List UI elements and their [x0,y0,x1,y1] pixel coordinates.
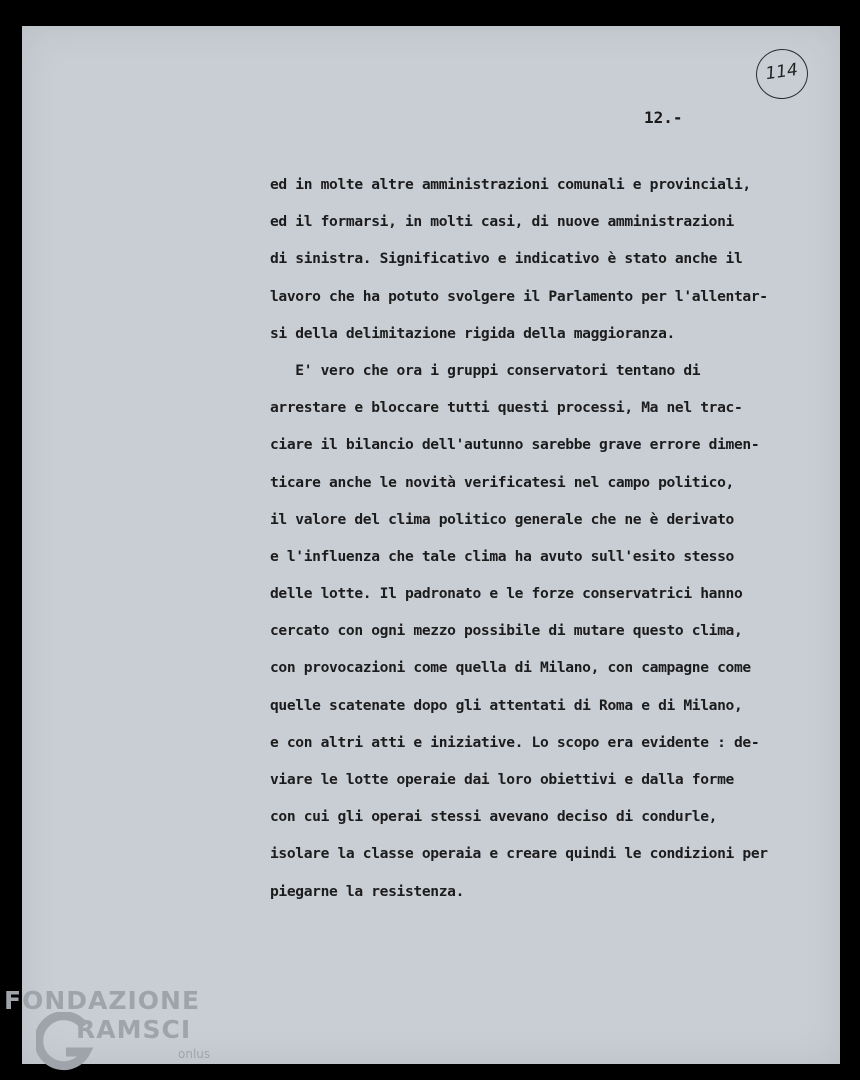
text-line: ticare anche le novità verificatesi nel campo politico, [270,473,734,491]
text-line: isolare la classe operaia e creare quindi le condizioni per [270,845,768,863]
text-line: ciare il bilancio dell'autunno sarebbe grave errore dimen- [270,436,760,454]
annotation-text: 114 [764,59,800,85]
text-line: lavoro che ha potuto svolgere il Parlamento per l'allentar- [270,287,768,305]
text-line: delle lotte. Il padronato e le forze conservatrici hanno [270,585,743,603]
text-line: ed il formarsi, in molti casi, di nuove amministrazioni [270,213,734,231]
text-line: e con altri atti e iniziative. Lo scopo era evidente : de- [270,733,760,751]
text-line: con cui gli operai stessi avevano deciso di condurle, [270,808,718,826]
text-line: viare le lotte operaie dai loro obiettivi e dalla forme [270,771,734,788]
logo-line2: RAMSCI [76,1015,192,1044]
text-line: si della delimitazione rigida della maggioranza. [270,324,675,342]
text-line: arrestare e bloccare tutti questi processi, Ma nel trac- [270,399,743,417]
text-line: cercato con ogni mezzo possibile di mutare questo clima, [270,622,743,640]
typed-body-text [270,170,840,914]
text-line: E' vero che ora i gruppi conservatori tentano di [270,361,701,379]
text-line: il valore del clima politico generale che ne è derivato [270,510,734,528]
text-line: con provocazioni come quella di Milano, con campagne come [270,659,751,677]
text-line: ed in molte altre amministrazioni comunali e provinciali, [270,176,751,193]
text-line: e l'influenza che tale clima ha avuto sull'esito stesso [270,547,734,565]
text-line: piegarne la resistenza. [270,882,465,900]
page-number: 12.- [644,108,683,127]
text-line: quelle scatenate dopo gli attentati di Roma e di Milano, [270,696,743,714]
fondazione-gramsci-logo [4,986,214,1076]
text-line: di sinistra. Significativo e indicativo è stato anche il [270,250,743,268]
logo-line1: FONDAZIONE [4,986,201,1015]
logo-suffix: onlus [178,1047,211,1061]
